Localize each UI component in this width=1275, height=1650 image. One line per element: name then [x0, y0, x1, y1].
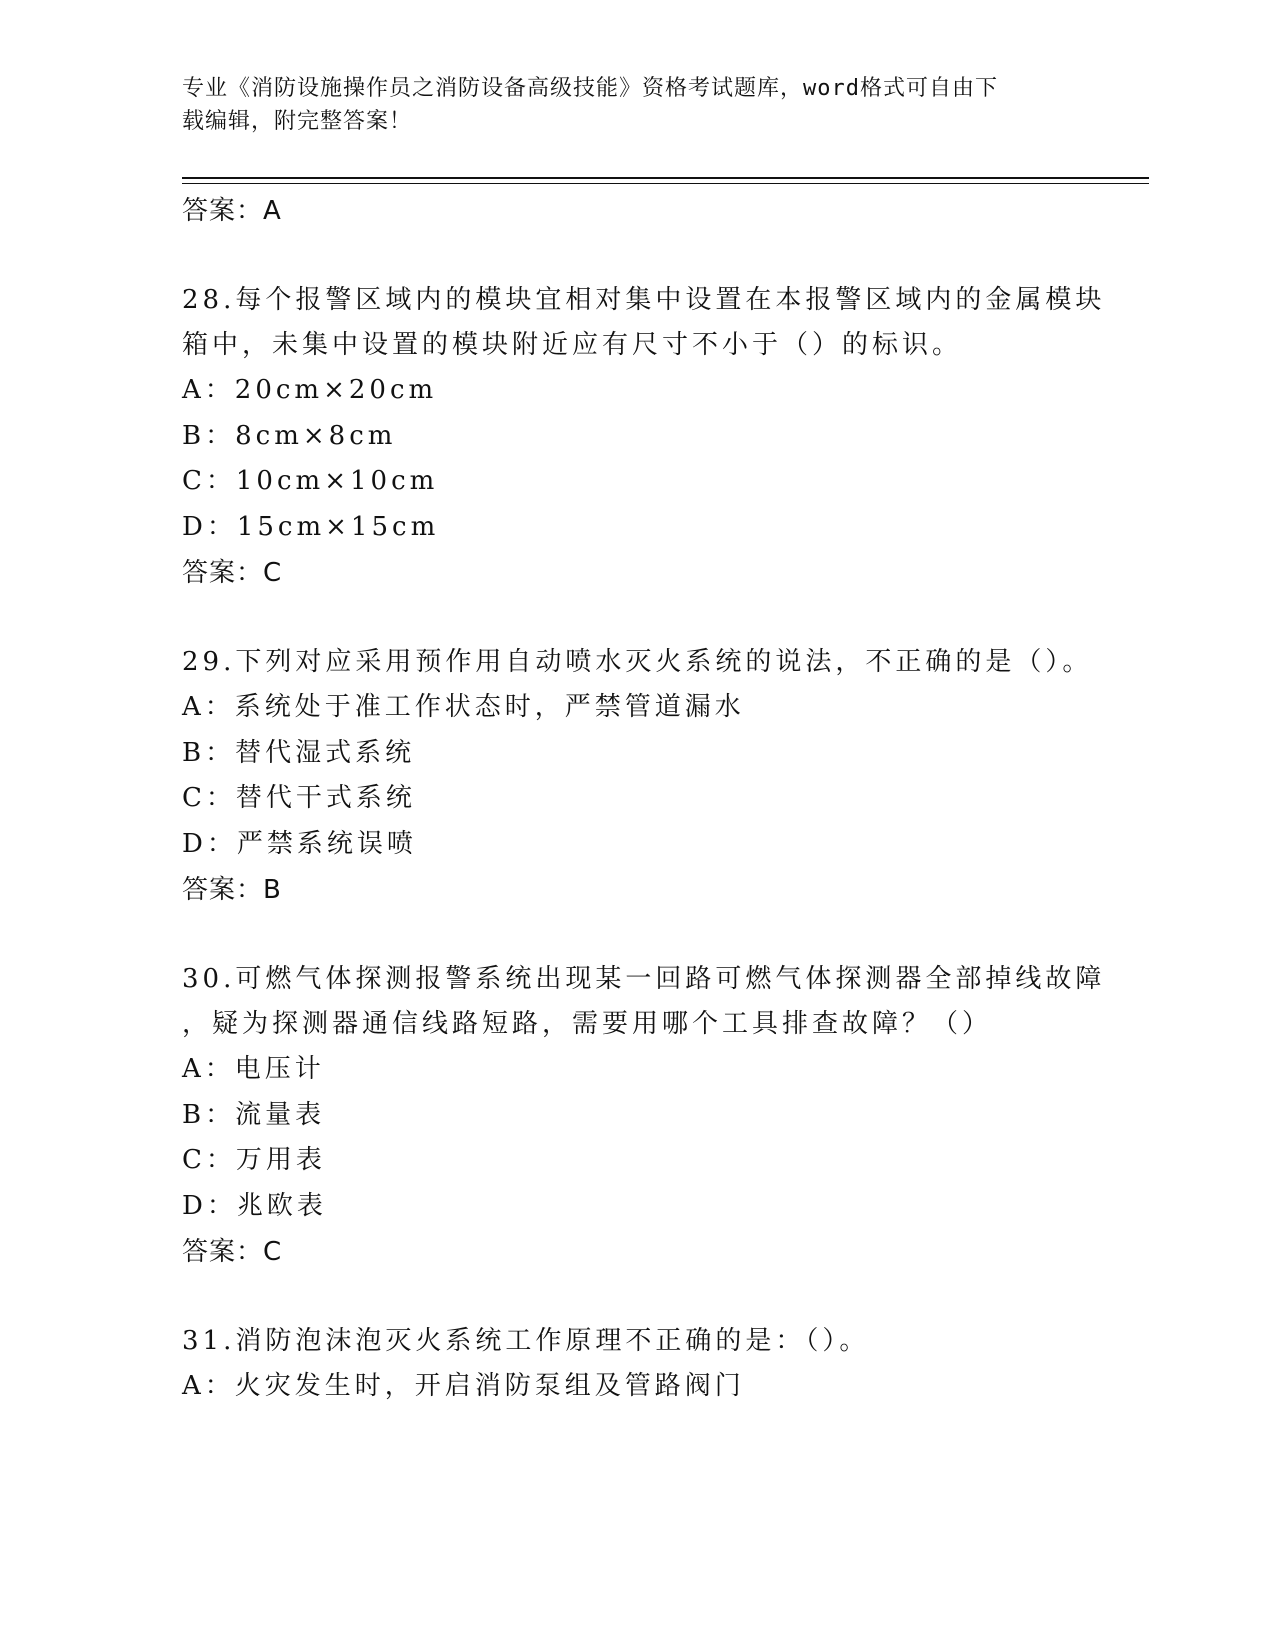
- answer-line: 答案：C: [182, 558, 283, 588]
- spacer: [182, 1275, 1102, 1319]
- option-b: B：流量表: [182, 1099, 326, 1130]
- question-29: [182, 640, 1102, 913]
- answer-line: 答案：B: [182, 875, 282, 905]
- header-line-2: 载编辑，附完整答案！: [182, 109, 413, 134]
- option-a: A：火灾发生时，开启消防泵组及管路阀门: [182, 1371, 745, 1401]
- question-30: [182, 957, 1106, 1275]
- question-stem: ，疑为探测器通信线路短路，需要用哪个工具排查故障？（）: [182, 1009, 993, 1039]
- header-divider-thick: [182, 177, 1149, 179]
- header-divider-thin: [182, 183, 1149, 184]
- option-d: D：15cm×15cm: [182, 511, 440, 542]
- header-line-1: 专业《消防设施操作员之消防设备高级技能》资格考试题库，word格式可自由下: [182, 76, 998, 101]
- question-28: [182, 278, 1106, 596]
- spacer: [182, 234, 1102, 278]
- option-b: B：替代湿式系统: [182, 737, 416, 768]
- question-stem: 29.下列对应采用预作用自动喷水灭火系统的说法，不正确的是（）。: [182, 647, 1093, 677]
- option-b: B：8cm×8cm: [182, 420, 397, 451]
- question-stem: 31.消防泡沫泡灭火系统工作原理不正确的是：（）。: [182, 1326, 870, 1356]
- answer-line: 答案：C: [182, 1237, 283, 1267]
- question-stem: 28.每个报警区域内的模块宜相对集中设置在本报警区域内的金属模块: [182, 285, 1106, 315]
- option-c: C：替代干式系统: [182, 783, 416, 813]
- spacer: [182, 913, 1102, 957]
- page-header: [182, 72, 1082, 138]
- option-a: A：电压计: [182, 1054, 325, 1084]
- option-c: C：万用表: [182, 1145, 326, 1175]
- question-stem: 30.可燃气体探测报警系统出现某一回路可燃气体探测器全部掉线故障: [182, 964, 1106, 994]
- option-c: C：10cm×10cm: [182, 466, 439, 496]
- question-stem: 箱中，未集中设置的模块附近应有尺寸不小于（）的标识。: [182, 330, 963, 360]
- spacer: [182, 596, 1102, 640]
- option-d: D：严禁系统误喷: [182, 828, 417, 859]
- option-a: A：系统处于准工作状态时，严禁管道漏水: [182, 692, 745, 722]
- question-list: [182, 188, 1106, 1410]
- answer-line: 答案：A: [182, 196, 282, 226]
- option-a: A：20cm×20cm: [182, 375, 438, 405]
- question-31: [182, 1319, 1102, 1410]
- option-d: D：兆欧表: [182, 1190, 327, 1221]
